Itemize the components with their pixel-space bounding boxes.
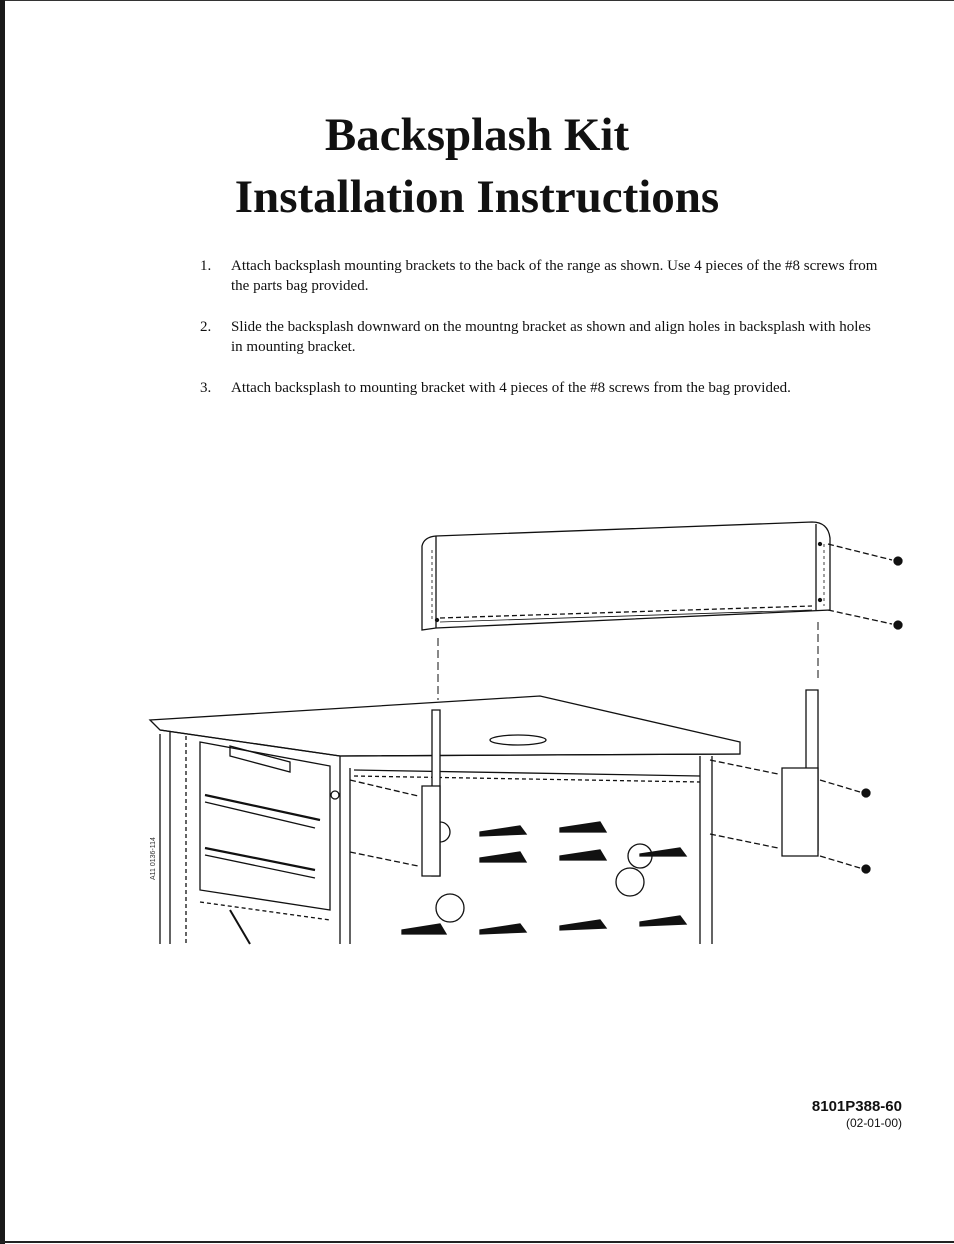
range-back xyxy=(200,742,712,944)
part-number: 8101P388-60 xyxy=(811,1098,902,1115)
title-line-2: Installation Instructions xyxy=(234,171,720,223)
instruction-steps xyxy=(200,256,880,419)
document-number-block xyxy=(812,1098,902,1131)
revision-date: (02-01-00) xyxy=(845,1116,902,1130)
page-top-edge xyxy=(0,0,954,1)
backsplash-screws xyxy=(828,544,902,629)
step-number: 1. xyxy=(200,258,212,274)
step-number: 3. xyxy=(200,380,212,396)
page-title xyxy=(0,104,954,228)
step-2 xyxy=(200,317,880,357)
backsplash-panel xyxy=(422,522,830,630)
step-text: Attach backsplash to mounting bracket with 4 pieces of the #8 screws from the bag provided. xyxy=(231,380,791,396)
title-line-1: Backsplash Kit xyxy=(324,109,630,161)
installation-illustration xyxy=(140,510,910,950)
step-text: Attach backsplash mounting brackets to the back of the range as shown. Use 4 pieces of the #8 screws from the parts bag provided. xyxy=(231,258,878,294)
side-code: A11 0136-114 xyxy=(150,837,157,880)
mounting-bracket-right xyxy=(710,690,870,873)
step-3 xyxy=(200,378,880,398)
step-text: Slide the backsplash downward on the mountng bracket as shown and align holes in backsplash with holes in mounting bracket. xyxy=(231,319,871,355)
page-bottom-edge xyxy=(0,1241,954,1243)
step-1 xyxy=(200,256,880,296)
step-number: 2. xyxy=(200,319,212,335)
